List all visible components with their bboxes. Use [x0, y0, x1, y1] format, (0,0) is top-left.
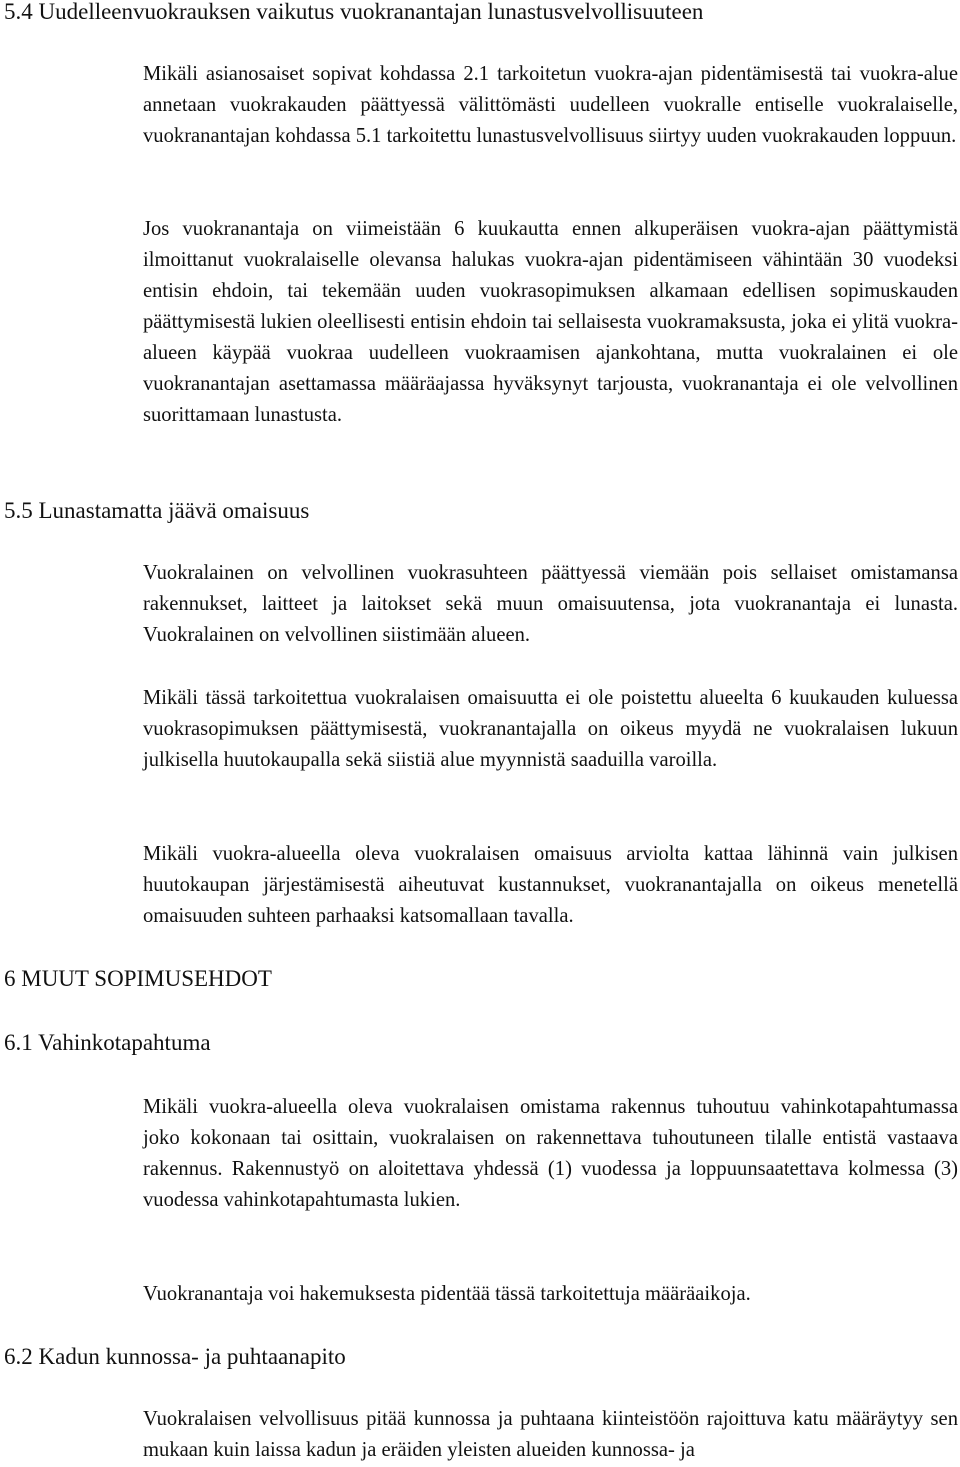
paragraph-5-4-1: Mikäli asianosaiset sopivat kohdassa 2.1 tarkoitetun vuokra-ajan pidentämisestä tai vuokra-alue annetaan vuokrakauden päättyessä välittömästi uudelleen vuokralle entiselle vuokralaiselle, vuokranantajan kohdassa 5.1 tarkoitettu lunastusvelvollisuus siirtyy uuden vuokrakauden loppuun. — [143, 63, 958, 147]
paragraph-5-4-2: Jos vuokranantaja on viimeistään 6 kuukautta ennen alkuperäisen vuokra-ajan päättymistä ilmoittanut vuokralaiselle olevansa halukas vuokra-ajan pidentämiseen vähintään 30 vuodeksi entisin ehdoin, tai tekemään uuden vuokrasopimuksen alkamaan edellisen sopimuskauden päättymisestä lukien oleellisesti entisin ehdoin tai sellaisesta vuokramaksusta, joka ei ylitä vuokra-alueen käypää vuokraa uudelleen vuokraamisen ajankohtana, mutta vuokralainen ei ole vuokranantajan asettamassa määräajassa hyväksynyt tarjousta, vuokranantaja ei ole velvollinen suorittamaan lunastusta. — [143, 218, 958, 426]
section-heading-5-4: 5.4 Uudelleenvuokrauksen vaikutus vuokranantajan lunastusvelvollisuuteen — [4, 0, 704, 24]
paragraph-6-1-2: Vuokranantaja voi hakemuksesta pidentää tässä tarkoitettuja määräaikoja. — [143, 1283, 751, 1305]
paragraph-5-5-3: Mikäli vuokra-alueella oleva vuokralaisen omaisuus arviolta kattaa lähinnä vain julkisen huutokaupan järjestämisestä aiheutuvat kustannukset, vuokranantajalla on oikeus menetellä omaisuuden suhteen parhaaksi katsomallaan tavalla. — [143, 843, 958, 927]
paragraph-5-5-1: Vuokralainen on velvollinen vuokrasuhteen päättyessä viemään pois sellaiset omistamansa rakennukset, laitteet ja laitokset sekä muun omaisuutensa, jota vuokranantaja ei lunasta. Vuokralainen on velvollinen siistimään alueen. — [143, 562, 958, 646]
section-heading-5-5: 5.5 Lunastamatta jäävä omaisuus — [4, 498, 310, 523]
section-heading-6-2: 6.2 Kadun kunnossa- ja puhtaanapito — [4, 1344, 346, 1369]
section-heading-6: 6 MUUT SOPIMUSEHDOT — [4, 966, 272, 991]
paragraph-6-1-1: Mikäli vuokra-alueella oleva vuokralaisen omistama rakennus tuhoutuu vahinkotapahtumassa joko kokonaan tai osittain, vuokralaisen on rakennettava tuhoutuneen tilalle entistä vastaava rakennus. Rakennustyö on aloitettava yhdessä (1) vuodessa ja loppuunsaatettava kolmessa (3) vuodessa vahinkotapahtumasta lukien. — [143, 1096, 958, 1211]
paragraph-6-2-1: Vuokralaisen velvollisuus pitää kunnossa ja puhtaana kiinteistöön rajoittuva katu määräytyy sen mukaan kuin laissa kadun ja eräiden yleisten alueiden kunnossa- ja — [143, 1408, 958, 1461]
paragraph-5-5-2: Mikäli tässä tarkoitettua vuokralaisen omaisuutta ei ole poistettu alueelta 6 kuukauden kuluessa vuokrasopimuksen päättymisestä, vuokranantajalla on oikeus myydä ne vuokralaisen lukuun julkisella huutokaupalla sekä siistiä alue myynnistä saaduilla varoilla. — [143, 687, 958, 771]
section-heading-6-1: 6.1 Vahinkotapahtuma — [4, 1030, 211, 1055]
